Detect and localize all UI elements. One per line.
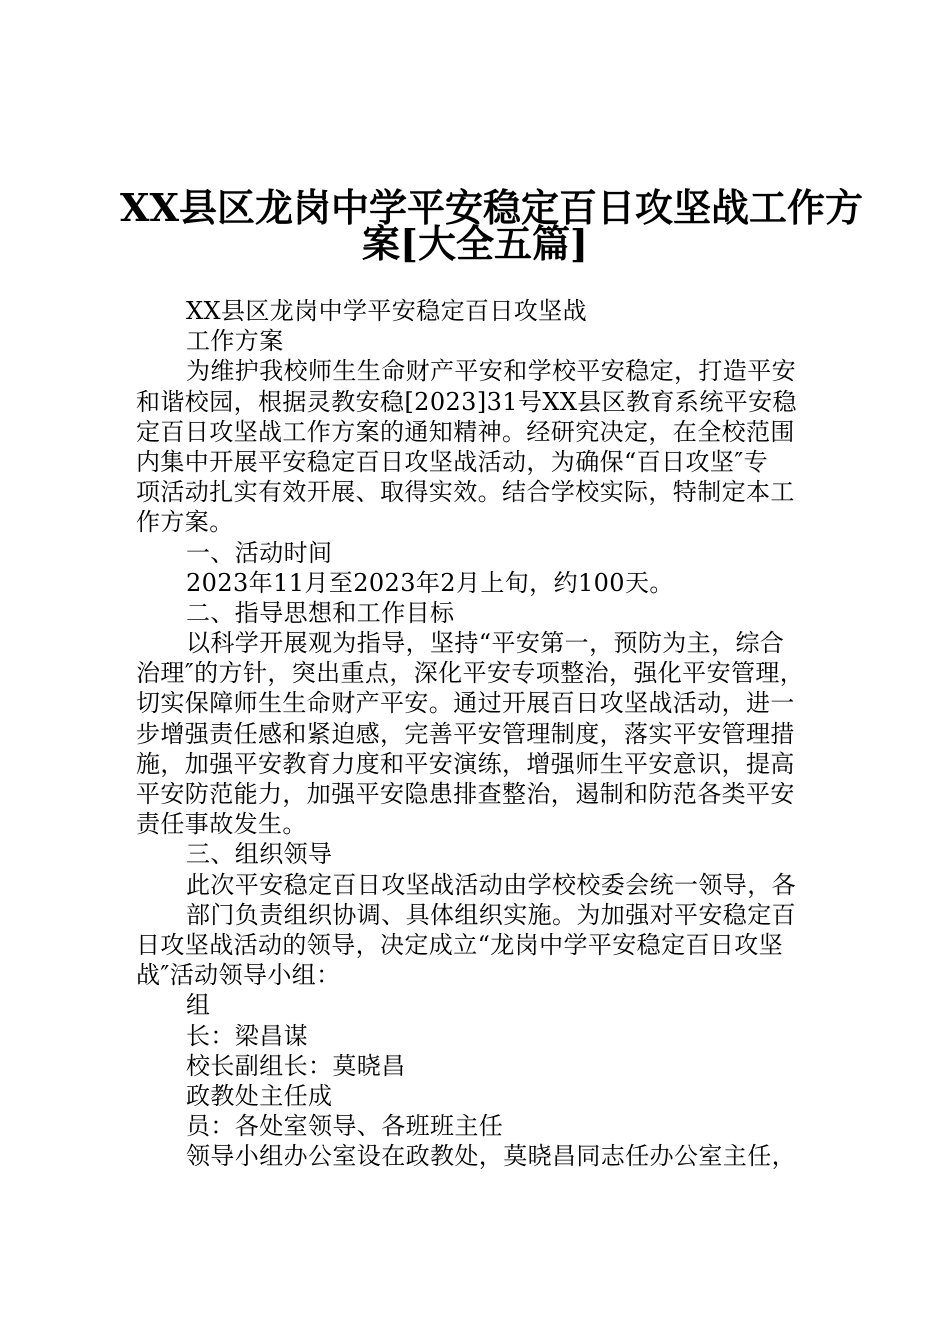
body-line: 项活动扎实有效开展、取得实效。结合学校实际，特制定本工: [136, 478, 795, 507]
body-line: 定百日攻坚战工作方案的通知精神。经研究决定，在全校范围: [136, 417, 795, 446]
body-line: 步增强责任感和紧迫感，完善平安管理制度，落实平安管理措: [136, 719, 795, 748]
document-title-line-1: XX县区龙岗中学平安稳定百日攻坚战工作方: [120, 185, 863, 230]
body-line: 责任事故发生。: [136, 810, 307, 839]
body-line: 以科学开展观为指导，坚持“平安第一，预防为主，综合: [186, 629, 785, 658]
body-line: XX县区龙岗中学平安稳定百日攻坚战: [186, 297, 587, 325]
body-line: 工作方案: [186, 327, 284, 356]
body-line: 员：各处室领导、各班班主任: [186, 1112, 504, 1141]
body-line: 和谐校园，根据灵教安稳[2023]31号XX县区教育系统平安稳: [136, 387, 797, 416]
document-title-line-2: 案[大全五篇]: [362, 221, 588, 266]
document-body: [136, 296, 836, 1171]
body-line: 一、活动时间: [186, 538, 333, 567]
body-line: 部门负责组织协调、具体组织实施。为加强对平安稳定百: [186, 900, 796, 929]
body-line: 日攻坚战活动的领导，决定成立“龙岗中学平安稳定百日攻坚: [136, 930, 784, 959]
body-line: 施，加强平安教育力度和平安演练，增强师生平安意识，提高: [136, 749, 795, 778]
body-line: 2023年11月至2023年2月上旬，约100天。: [186, 568, 674, 597]
body-line: 政教处主任成: [186, 1081, 333, 1110]
body-line: 作方案。: [136, 508, 234, 537]
body-line: 战″活动领导小组：: [136, 961, 341, 990]
body-line: 校长副组长：莫晓昌: [186, 1051, 406, 1080]
body-line: 内集中开展平安稳定百日攻坚战活动，为确保“百日攻坚″专: [136, 447, 769, 476]
body-line: 为维护我校师生生命财产平安和学校平安稳定，打造平安: [186, 357, 796, 386]
body-line: 长：梁昌谋: [186, 1021, 308, 1050]
body-line: 此次平安稳定百日攻坚战活动由学校校委会统一领导，各: [186, 870, 796, 899]
body-line: 平安防范能力，加强平安隐患排查整治，遏制和防范各类平安: [136, 780, 795, 808]
body-line: 三、组织领导: [186, 840, 333, 869]
body-line: 二、指导思想和工作目标: [186, 598, 455, 627]
body-line: 领导小组办公室设在政教处，莫晓昌同志任办公室主任，: [186, 1142, 796, 1171]
body-line: 组: [186, 991, 211, 1020]
body-line: 切实保障师生生命财产平安。通过开展百日攻坚战活动，进一: [136, 689, 795, 718]
body-line: 治理″的方针，突出重点，深化平安专项整治，强化平安管理，: [136, 659, 805, 688]
